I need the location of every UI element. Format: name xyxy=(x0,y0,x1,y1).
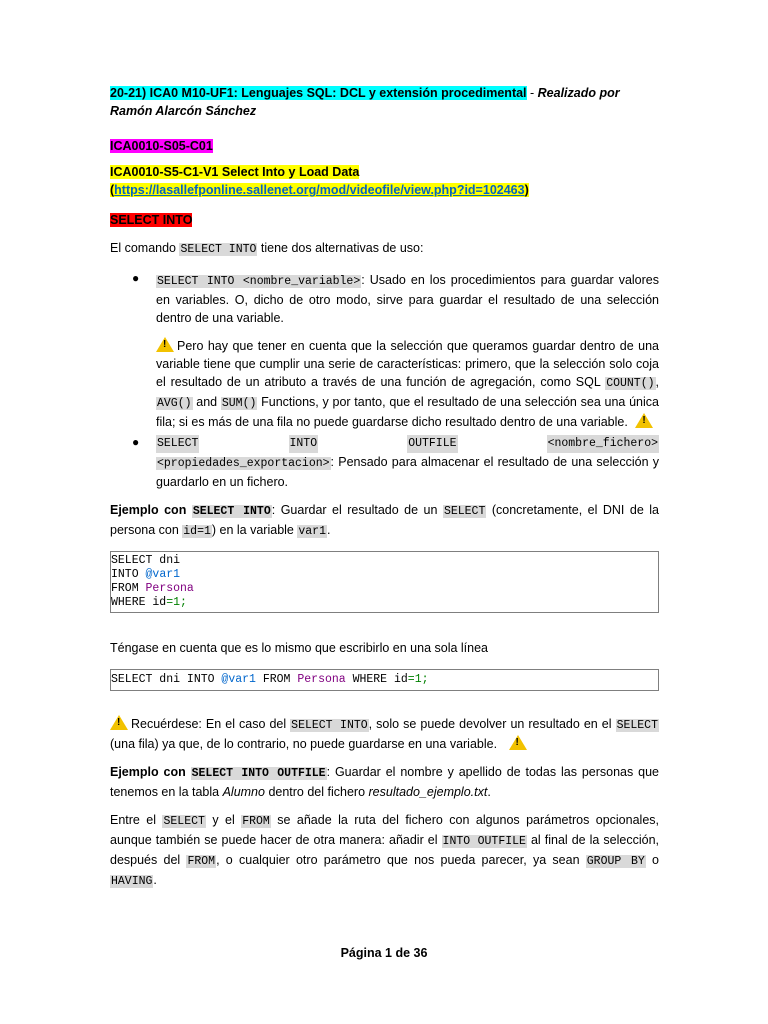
warning-icon xyxy=(635,413,653,428)
page-footer: Página 1 de 36 xyxy=(340,946,428,960)
code-line: INTO @var1 xyxy=(111,568,181,581)
remember-paragraph: !Recuérdese: En el caso del SELECT INTO, solo se puede devolver un resultado en el SELECT (una fila) ya que, de lo contrario, no puede guardarse en una variable. ! xyxy=(110,715,659,753)
warning-note: !Pero hay que tener en cuenta que la selección que queramos guardar dentro de una variable tiene que cumplir una serie de características: primero, que la selección solo coja el resultado de un atributo a través de una función de agregación, como SQL COUNT(), AVG() and SUM() Functions, y por tanto, que el resultado de una selección sea una única fila; si es más de una fila no puede guardarse dicho resultado dentro de una variable. ! xyxy=(110,337,659,431)
warning-icon xyxy=(110,715,128,730)
code-line: SELECT dni xyxy=(111,554,181,567)
example2-paragraph: Ejemplo con SELECT INTO OUTFILE: Guardar el nombre y apellido de todas las personas que tenemos en la tabla Alumno dentro del fichero resultado_ejemplo.txt. xyxy=(110,765,660,799)
bullet-select-into-variable: ● SELECT INTO <nombre_variable>: Usado en los procedimientos para guardar valores en variables. O, dicho de otro modo, sirve para guardar el resultado de una selección dentro de una variable. xyxy=(132,271,660,325)
unit-code: ICA0010-S05-C01 xyxy=(110,139,213,153)
warning-icon xyxy=(156,337,174,352)
video-title: ICA0010-S5-C1-V1 Select Into y Load Data xyxy=(110,165,360,179)
code-line: SELECT dni INTO @var1 FROM Persona WHERE id=1; xyxy=(111,673,429,686)
video-link[interactable]: https://lasallefponline.sallenet.org/mod/videofile/view.php?id=102463 xyxy=(114,183,525,197)
code-line: WHERE id=1; xyxy=(111,596,187,609)
section-title: SELECT INTO xyxy=(110,213,193,227)
code-block-single-line xyxy=(110,669,659,691)
author: Realizado por Ramón Alarcón Sánchez xyxy=(110,86,620,118)
bullet-select-into-outfile: ● SELECT INTO OUTFILE <nombre_fichero> <propiedades_exportacion>: Pensado para almacenar el resultado de una selección y guardarlo en un fichero. xyxy=(132,435,659,489)
document-header: 20-21) ICA0 M10-UF1: Lenguajes SQL: DCL y extensión procedimental - Realizado por Ramón Alarcón Sánchez xyxy=(110,86,620,118)
video-reference: ICA0010-S5-C1-V1 Select Into y Load Data (https://lasallefponline.sallenet.org/mod/videofile/view.php?id=102463) xyxy=(110,165,529,197)
page-content xyxy=(110,84,659,891)
final-paragraph: Entre el SELECT y el FROM se añade la ruta del fichero con algunos parámetros opcionales, aunque también se puede hacer de otra manera: añadir el INTO OUTFILE al final de la selección, después del FROM, o cualquier otro parámetro que nos pueda parecer, ya sean GROUP BY o HAVING. xyxy=(110,813,659,888)
note-single-line: Téngase en cuenta que es lo mismo que escribirlo en una sola línea xyxy=(110,641,489,655)
example1-paragraph: Ejemplo con SELECT INTO: Guardar el resultado de un SELECT (concretamente, el DNI de la persona con id=1) en la variable var1. xyxy=(110,503,660,538)
bullet-dot: ● xyxy=(132,435,140,449)
warning-icon xyxy=(509,735,527,750)
course-title: 20-21) ICA0 M10-UF1: Lenguajes SQL: DCL y extensión procedimental xyxy=(110,86,527,100)
code-line: FROM Persona xyxy=(111,582,194,595)
intro-paragraph: El comando SELECT INTO tiene dos alternativas de uso: xyxy=(110,241,424,256)
code-block-multiline xyxy=(110,551,659,613)
bullet-dot: ● xyxy=(132,271,140,285)
